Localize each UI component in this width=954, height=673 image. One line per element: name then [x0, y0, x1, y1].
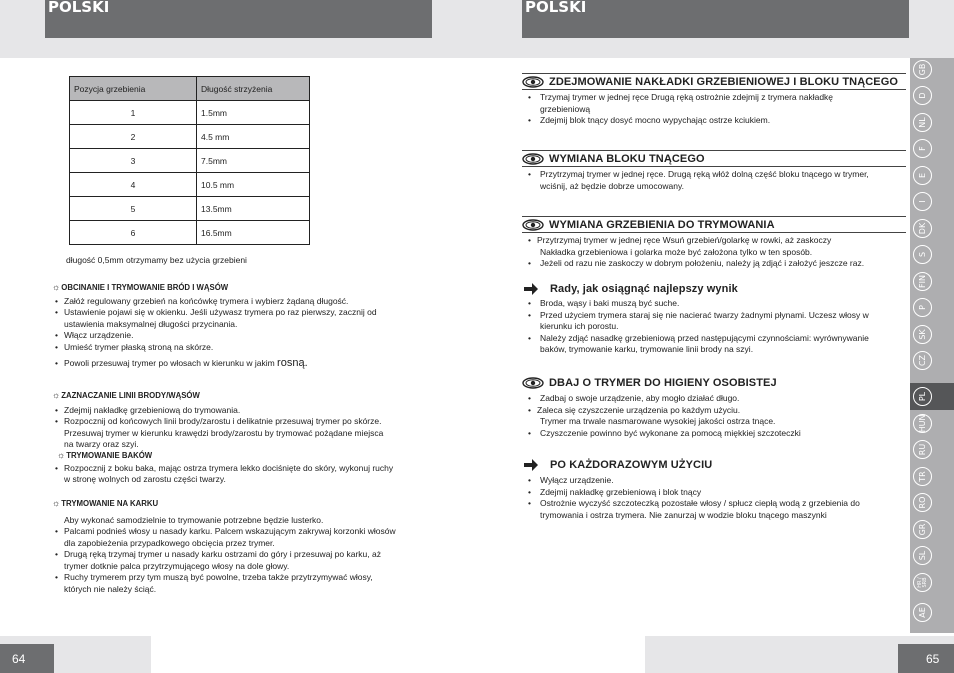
table-row [70, 101, 310, 125]
list-item: Nakładka grzebieniowa i golarka może być założona tylko w ten sposób. [540, 246, 813, 257]
list-item: • Powoli przesuwaj trymer po włosach w kierunku w jakim rosną. [52, 358, 432, 370]
list-item: • Wyłącz urządzenie. [522, 475, 907, 487]
sun-icon: ☼ [52, 390, 61, 400]
list-item: w stronę wolnych od zarostu części twarzy. [64, 474, 226, 484]
list-item: • Ustawienie pojawi się w okienku. Jeśli używasz trymera po raz pierwszy, zacznij od [52, 307, 432, 319]
section-title-care: DBAJ O TRYMER DO HIGIENY OSOBISTEJ [522, 377, 906, 389]
table-cell: 7.5mm [197, 149, 310, 173]
list-item: • Ostrożnie wyczyść szczoteczką pozostałe włosy / spłucz ciepłą wodą z grzebienia do [522, 498, 907, 510]
list-item: wciśnij, aż będzie dobrze umocowany. [540, 180, 684, 191]
list-item: na twarzy oraz szyi. [64, 439, 139, 449]
list-item: dla zapobieżenia przypadkowego obcięcia przez trymer. [64, 537, 275, 548]
list-item: • Palcami podnieś włosy u nasady karku. Palcem wskazującym zakrywaj korzonki włosów [52, 526, 432, 538]
list-item: grzebieniową [540, 103, 591, 114]
lang-tab-ro[interactable]: RO [913, 493, 932, 512]
list-item: Przesuwaj trymer w kierunku krawędzi brody/zarostu by trymować pożądane miejsca [64, 427, 384, 438]
section-body-care [522, 393, 907, 439]
list-item: których nie należy ściąć. [64, 583, 157, 594]
eye-icon [522, 153, 544, 165]
list-item: • Czyszczenie powinno być wykonane za pomocą miękkiej szczoteczki [522, 428, 907, 440]
lang-tab-dk[interactable]: DK [913, 219, 932, 238]
section-body-replace-comb [522, 235, 907, 270]
list-item: • Rozpocznij od końcowych linii brody/zarostu i delikatnie przesuwaj trymer po skórze. [52, 416, 432, 428]
section-body-tips [522, 298, 907, 356]
lang-tab-fin[interactable]: FIN [913, 272, 932, 291]
lang-tab-hun[interactable]: HUN [913, 414, 932, 433]
lang-tab-hr-srb[interactable]: HR / SRB [913, 573, 932, 592]
lang-tab-ae[interactable]: AE [913, 603, 932, 622]
arrow-right-icon [524, 283, 538, 295]
section-body-after-use [522, 475, 907, 521]
arrow-right-icon [524, 459, 538, 471]
table-row [70, 221, 310, 245]
page-number-left: 64 [0, 644, 54, 673]
section-title: ☼ TRYMOWANIE BAKÓW [57, 450, 153, 460]
comb-length-table [69, 76, 310, 245]
section-neck-trimming [52, 498, 432, 595]
lang-tab-nl[interactable]: NL [913, 113, 932, 132]
section-beard-trimming [52, 282, 432, 370]
table-cell: 13.5mm [197, 197, 310, 221]
list-item: • Rozpocznij z boku baka, mając ostrza trymera lekko dociśnięte do skóry, wykonuj ruchy [52, 463, 432, 475]
section-title-replace-comb: WYMIANA GRZEBIENIA DO TRYMOWANIA [522, 216, 906, 233]
table-cell: 4.5 mm [197, 125, 310, 149]
lang-tab-cz[interactable]: CZ [913, 351, 932, 370]
list-item: • Ruchy trymerem przy tym muszą być powolne, trzeba także przytrzymywać włosy, [52, 572, 432, 584]
table-header-row [70, 77, 310, 101]
section-body-remove-comb [522, 92, 907, 127]
table-cell: 5 [70, 197, 197, 221]
section-title-tips: Rady, jak osiągnąć najlepszy wynik [522, 283, 906, 295]
list-item: • Trzymaj trymer w jednej ręce Drugą ręką ostrożnie zdejmij z trymera nakładkę [522, 92, 907, 104]
section-sideburns [57, 450, 432, 486]
list-item: • Załóż regulowany grzebień na końcówkę trymera i wybierz żądaną długość. [52, 296, 432, 308]
page-number-right: 65 [898, 644, 954, 673]
list-item: trymer dotknie palca przytrzymującego włosy na dole głowy. [64, 560, 290, 571]
lang-tab-e[interactable]: E [913, 166, 932, 185]
eye-icon [522, 219, 544, 231]
eye-icon [522, 377, 544, 389]
table-cell: 4 [70, 173, 197, 197]
table-row [70, 173, 310, 197]
lang-tab-gr[interactable]: GR [913, 520, 932, 539]
table-row [70, 197, 310, 221]
lang-tab-ru[interactable]: RU [913, 440, 932, 459]
table-cell: 16.5mm [197, 221, 310, 245]
list-item: ustawienia maksymalnej długości przycinania. [64, 318, 238, 329]
list-item: • Zdejmij blok tnący dosyć mocno wypychając ostrze kciukiem. [522, 115, 907, 127]
lang-tab-tr[interactable]: TR [913, 467, 932, 486]
section-beard-lines [52, 390, 432, 451]
sun-icon: ☼ [57, 450, 66, 460]
table-header-cell: Długość strzyżenia [197, 77, 310, 101]
table-row [70, 125, 310, 149]
section-title: ☼ TRYMOWANIE NA KARKU [52, 498, 159, 508]
list-item: • Jeżeli od razu nie zaskoczy w dobrym położeniu, należy ją zdjąć i założyć jeszcze raz. [522, 258, 907, 270]
list-item: baków, trymowanie karku, trymowanie linii brody na szyi. [540, 344, 754, 354]
table-cell: 3 [70, 149, 197, 173]
list-item: • Przytrzymaj trymer w jednej ręce Wsuń grzebień/golarkę w rowki, aż zaskoczy [522, 235, 907, 247]
lang-tab-d[interactable]: D [913, 86, 932, 105]
lang-tab-gb[interactable]: GB [913, 60, 932, 79]
list-item: • Należy zdjąć nasadkę grzebieniową przed następującymi czynnościami: wyrównywanie [522, 333, 907, 345]
list-item: • Włącz urządzenie. [52, 330, 432, 342]
lang-tab-pl[interactable]: PL [913, 387, 932, 406]
section-title: ☼ ZAZNACZANIE LINII BRODY/WĄSÓW [52, 390, 200, 400]
list-item: • Umieść trymer płaską stroną na skórze. [52, 342, 432, 354]
page-header-left: POLSKI [45, 0, 432, 38]
section-body-replace-blade [522, 169, 907, 192]
table-row [70, 149, 310, 173]
sun-icon: ☼ [52, 282, 61, 292]
table-cell: 6 [70, 221, 197, 245]
list-item: trymowania i ostrza trymera. Nie zanurzaj w wodzie bloku tnącego maszynki [540, 509, 827, 520]
section-title-remove-comb: ZDEJMOWANIE NAKŁADKI GRZEBIENIOWEJ I BLOKU TNĄCEGO [522, 73, 906, 90]
list-item: • Zdejmij nakładkę grzebieniową i blok tnący [522, 487, 907, 499]
table-cell: 10.5 mm [197, 173, 310, 197]
table-note: długość 0,5mm otrzymamy bez użycia grzebieni [66, 255, 247, 265]
list-item: Trymer ma trwale nasmarowane wysokiej jakości ostrza tnące. [540, 416, 776, 426]
list-item: • Zaleca się czyszczenie urządzenia po każdym użyciu. [522, 405, 907, 417]
list-item: • Drugą ręką trzymaj trymer u nasady karku ostrzami do góry i przesuwaj po karku, aż [52, 549, 432, 561]
list-item: • Przed użyciem trymera staraj się nie nacierać twarzy żadnymi płynami. Uczesz włosy w [522, 310, 907, 322]
list-item: • Zdejmij nakładkę grzebieniową do trymowania. [52, 405, 432, 417]
lang-tab-sl[interactable]: SL [913, 546, 932, 565]
section-title-after-use: PO KAŻDORAZOWYM UŻYCIU [522, 459, 906, 471]
lang-tab-f[interactable]: F [913, 139, 932, 158]
lang-tab-sk[interactable]: SK [913, 325, 932, 344]
list-item: Aby wykonać samodzielnie to trymowanie potrzebne będzie lusterko. [64, 514, 324, 525]
table-cell: 1.5mm [197, 101, 310, 125]
list-item: kierunku ich porostu. [540, 321, 619, 331]
eye-icon [522, 76, 544, 88]
list-item: • Przytrzymaj trymer w jednej ręce. Drugą ręką włóż dolną część bloku tnącego w trymer, [522, 169, 907, 181]
lang-tab-i[interactable]: I [913, 192, 932, 211]
list-item: • Zadbaj o swoje urządzenie, aby mogło działać długo. [522, 393, 907, 405]
table-cell: 1 [70, 101, 197, 125]
page-header-right: POLSKI [522, 0, 909, 38]
section-title-replace-blade: WYMIANA BLOKU TNĄCEGO [522, 150, 906, 167]
table-cell: 2 [70, 125, 197, 149]
sun-icon: ☼ [52, 498, 61, 508]
table-header-cell: Pozycja grzebienia [70, 77, 197, 101]
list-item: • Broda, wąsy i baki muszą być suche. [522, 298, 907, 310]
lang-tab-s[interactable]: S [913, 245, 932, 264]
section-title: ☼ OBCINANIE I TRYMOWANIE BRÓD I WĄSÓW [52, 282, 229, 292]
lang-tab-p[interactable]: P [913, 298, 932, 317]
